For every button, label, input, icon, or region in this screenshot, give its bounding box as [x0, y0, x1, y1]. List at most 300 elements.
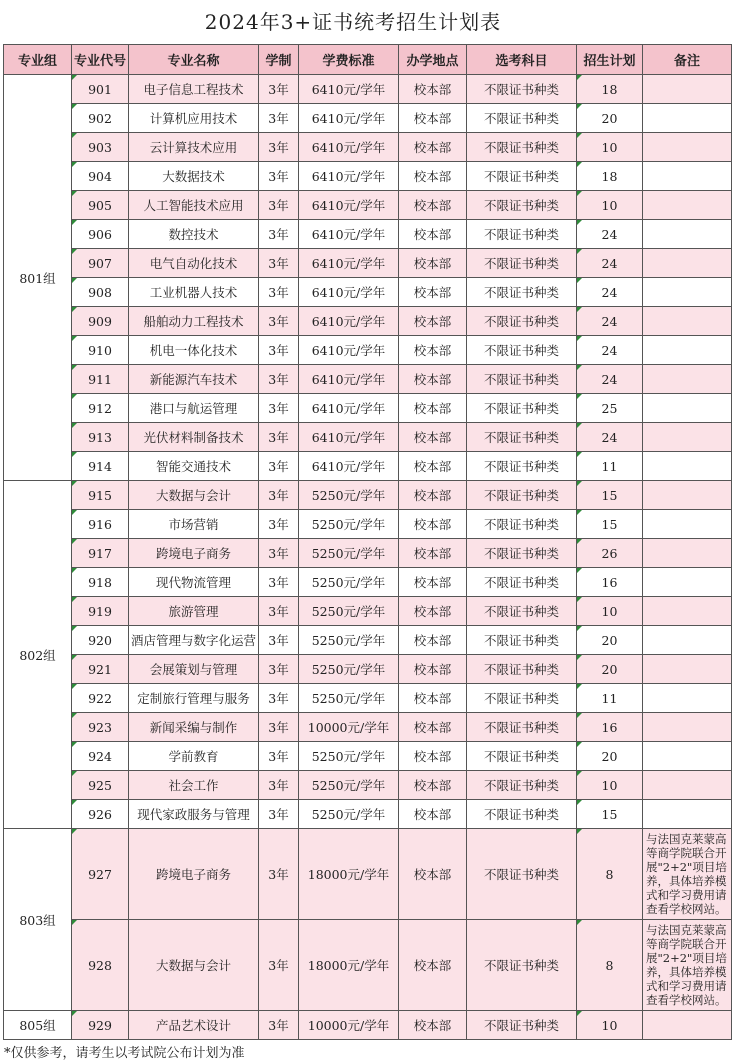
plan-cell: 11: [577, 452, 643, 481]
cell-comment-marker-icon: [577, 920, 582, 925]
years-cell: 3年: [259, 684, 299, 713]
cell-comment-marker-icon: [72, 742, 77, 747]
major-name-cell: 现代家政服务与管理: [129, 800, 259, 829]
location-cell: 校本部: [399, 742, 467, 771]
location-cell: 校本部: [399, 191, 467, 220]
subject-cell: 不限证书种类: [467, 452, 577, 481]
fee-cell: 6410元/学年: [299, 249, 399, 278]
subject-cell: 不限证书种类: [467, 394, 577, 423]
plan-cell: 24: [577, 336, 643, 365]
page-title: 2024年3+证书统考招生计划表: [204, 10, 502, 34]
major-code-cell: 908: [72, 278, 129, 307]
table-row: [4, 75, 732, 104]
subject-cell: 不限证书种类: [467, 307, 577, 336]
cell-comment-marker-icon: [72, 394, 77, 399]
plan-cell: 15: [577, 481, 643, 510]
location-cell: 校本部: [399, 684, 467, 713]
cell-comment-marker-icon: [577, 249, 582, 254]
cell-comment-marker-icon: [577, 742, 582, 747]
subject-cell: 不限证书种类: [467, 771, 577, 800]
major-name-cell: 数控技术: [129, 220, 259, 249]
major-name-cell: 电气自动化技术: [129, 249, 259, 278]
table-row: [4, 133, 732, 162]
major-name-cell: 学前教育: [129, 742, 259, 771]
cell-comment-marker-icon: [577, 1011, 582, 1016]
years-cell: 3年: [259, 539, 299, 568]
subject-cell: 不限证书种类: [467, 539, 577, 568]
fee-cell: 6410元/学年: [299, 307, 399, 336]
cell-comment-marker-icon: [577, 394, 582, 399]
col-header-location: 办学地点: [399, 45, 467, 75]
note-cell: [643, 394, 732, 423]
table-row: [4, 742, 732, 771]
table-row: [4, 452, 732, 481]
location-cell: 校本部: [399, 713, 467, 742]
fee-cell: 10000元/学年: [299, 1011, 399, 1040]
location-cell: 校本部: [399, 452, 467, 481]
major-name-cell: 计算机应用技术: [129, 104, 259, 133]
location-cell: 校本部: [399, 75, 467, 104]
note-cell: [643, 655, 732, 684]
note-cell: [643, 278, 732, 307]
major-code-cell: 910: [72, 336, 129, 365]
subject-cell: 不限证书种类: [467, 336, 577, 365]
fee-cell: 5250元/学年: [299, 800, 399, 829]
plan-cell: 10: [577, 597, 643, 626]
cell-comment-marker-icon: [577, 423, 582, 428]
subject-cell: 不限证书种类: [467, 104, 577, 133]
years-cell: 3年: [259, 655, 299, 684]
fee-cell: 6410元/学年: [299, 220, 399, 249]
note-cell: 与法国克莱蒙高等商学院联合开展"2+2"项目培养，具体培养模式和学习费用请查看学校网站。: [643, 829, 732, 920]
table-row: [4, 278, 732, 307]
years-cell: 3年: [259, 510, 299, 539]
major-code-cell: 911: [72, 365, 129, 394]
subject-cell: 不限证书种类: [467, 920, 577, 1011]
years-cell: 3年: [259, 713, 299, 742]
plan-cell: 25: [577, 394, 643, 423]
table-row: [4, 104, 732, 133]
plan-cell: 24: [577, 365, 643, 394]
subject-cell: 不限证书种类: [467, 278, 577, 307]
major-code-cell: 920: [72, 626, 129, 655]
plan-cell: 26: [577, 539, 643, 568]
fee-cell: 5250元/学年: [299, 597, 399, 626]
enrollment-plan-table: [3, 44, 732, 1040]
major-code-cell: 913: [72, 423, 129, 452]
years-cell: 3年: [259, 191, 299, 220]
major-code-cell: 901: [72, 75, 129, 104]
subject-cell: 不限证书种类: [467, 568, 577, 597]
table-row: [4, 423, 732, 452]
col-header-plan: 招生计划: [577, 45, 643, 75]
location-cell: 校本部: [399, 365, 467, 394]
years-cell: 3年: [259, 742, 299, 771]
years-cell: 3年: [259, 452, 299, 481]
note-cell: [643, 423, 732, 452]
major-code-cell: 923: [72, 713, 129, 742]
subject-cell: 不限证书种类: [467, 220, 577, 249]
note-cell: [643, 800, 732, 829]
location-cell: 校本部: [399, 423, 467, 452]
major-name-cell: 定制旅行管理与服务: [129, 684, 259, 713]
location-cell: 校本部: [399, 510, 467, 539]
fee-cell: 5250元/学年: [299, 510, 399, 539]
major-name-cell: 智能交通技术: [129, 452, 259, 481]
fee-cell: 6410元/学年: [299, 133, 399, 162]
major-code-cell: 917: [72, 539, 129, 568]
location-cell: 校本部: [399, 829, 467, 920]
note-cell: [643, 336, 732, 365]
cell-comment-marker-icon: [577, 162, 582, 167]
plan-cell: 18: [577, 162, 643, 191]
cell-comment-marker-icon: [577, 800, 582, 805]
note-cell: [643, 481, 732, 510]
cell-comment-marker-icon: [577, 365, 582, 370]
major-code-cell: 902: [72, 104, 129, 133]
cell-comment-marker-icon: [72, 423, 77, 428]
table-row: [4, 481, 732, 510]
fee-cell: 6410元/学年: [299, 365, 399, 394]
note-cell: [643, 249, 732, 278]
major-code-cell: 927: [72, 829, 129, 920]
cell-comment-marker-icon: [577, 104, 582, 109]
years-cell: 3年: [259, 307, 299, 336]
location-cell: 校本部: [399, 162, 467, 191]
cell-comment-marker-icon: [577, 133, 582, 138]
location-cell: 校本部: [399, 800, 467, 829]
cell-comment-marker-icon: [72, 713, 77, 718]
years-cell: 3年: [259, 423, 299, 452]
major-name-cell: 新闻采编与制作: [129, 713, 259, 742]
table-row: [4, 771, 732, 800]
fee-cell: 5250元/学年: [299, 684, 399, 713]
years-cell: 3年: [259, 800, 299, 829]
major-code-cell: 922: [72, 684, 129, 713]
location-cell: 校本部: [399, 655, 467, 684]
years-cell: 3年: [259, 481, 299, 510]
years-cell: 3年: [259, 829, 299, 920]
plan-cell: 15: [577, 800, 643, 829]
location-cell: 校本部: [399, 771, 467, 800]
plan-cell: 20: [577, 742, 643, 771]
cell-comment-marker-icon: [72, 568, 77, 573]
fee-cell: 6410元/学年: [299, 394, 399, 423]
years-cell: 3年: [259, 1011, 299, 1040]
major-name-cell: 工业机器人技术: [129, 278, 259, 307]
cell-comment-marker-icon: [72, 278, 77, 283]
cell-comment-marker-icon: [72, 771, 77, 776]
cell-comment-marker-icon: [577, 626, 582, 631]
location-cell: 校本部: [399, 1011, 467, 1040]
major-code-cell: 914: [72, 452, 129, 481]
table-row: [4, 713, 732, 742]
major-code-cell: 929: [72, 1011, 129, 1040]
subject-cell: 不限证书种类: [467, 742, 577, 771]
fee-cell: 5250元/学年: [299, 568, 399, 597]
plan-cell: 8: [577, 829, 643, 920]
years-cell: 3年: [259, 220, 299, 249]
major-name-cell: 船舶动力工程技术: [129, 307, 259, 336]
plan-cell: 20: [577, 655, 643, 684]
cell-comment-marker-icon: [577, 713, 582, 718]
major-code-cell: 907: [72, 249, 129, 278]
subject-cell: 不限证书种类: [467, 800, 577, 829]
group-cell: 803组: [4, 829, 72, 1011]
col-header-major: 专业名称: [129, 45, 259, 75]
table-header-row: [4, 45, 732, 75]
major-name-cell: 光伏材料制备技术: [129, 423, 259, 452]
table-row: [4, 800, 732, 829]
table-row: [4, 829, 732, 920]
major-code-cell: 925: [72, 771, 129, 800]
years-cell: 3年: [259, 75, 299, 104]
location-cell: 校本部: [399, 307, 467, 336]
note-cell: [643, 713, 732, 742]
subject-cell: 不限证书种类: [467, 597, 577, 626]
location-cell: 校本部: [399, 597, 467, 626]
major-name-cell: 港口与航运管理: [129, 394, 259, 423]
cell-comment-marker-icon: [72, 920, 77, 925]
cell-comment-marker-icon: [72, 133, 77, 138]
cell-comment-marker-icon: [72, 800, 77, 805]
major-code-cell: 928: [72, 920, 129, 1011]
col-header-group: 专业组: [4, 45, 72, 75]
col-header-subject: 选考科目: [467, 45, 577, 75]
major-name-cell: 机电一体化技术: [129, 336, 259, 365]
plan-cell: 11: [577, 684, 643, 713]
major-name-cell: 会展策划与管理: [129, 655, 259, 684]
major-name-cell: 电子信息工程技术: [129, 75, 259, 104]
fee-cell: 6410元/学年: [299, 191, 399, 220]
major-name-cell: 产品艺术设计: [129, 1011, 259, 1040]
location-cell: 校本部: [399, 133, 467, 162]
group-cell: 802组: [4, 481, 72, 829]
subject-cell: 不限证书种类: [467, 191, 577, 220]
years-cell: 3年: [259, 104, 299, 133]
major-name-cell: 跨境电子商务: [129, 829, 259, 920]
years-cell: 3年: [259, 920, 299, 1011]
plan-cell: 20: [577, 104, 643, 133]
plan-cell: 10: [577, 191, 643, 220]
fee-cell: 18000元/学年: [299, 829, 399, 920]
cell-comment-marker-icon: [577, 481, 582, 486]
major-code-cell: 924: [72, 742, 129, 771]
plan-cell: 10: [577, 771, 643, 800]
cell-comment-marker-icon: [72, 684, 77, 689]
years-cell: 3年: [259, 278, 299, 307]
cell-comment-marker-icon: [577, 655, 582, 660]
fee-cell: 6410元/学年: [299, 423, 399, 452]
cell-comment-marker-icon: [577, 336, 582, 341]
location-cell: 校本部: [399, 249, 467, 278]
subject-cell: 不限证书种类: [467, 133, 577, 162]
cell-comment-marker-icon: [577, 75, 582, 80]
fee-cell: 18000元/学年: [299, 920, 399, 1011]
major-name-cell: 跨境电子商务: [129, 539, 259, 568]
note-cell: [643, 1011, 732, 1040]
plan-cell: 16: [577, 568, 643, 597]
major-name-cell: 大数据与会计: [129, 920, 259, 1011]
location-cell: 校本部: [399, 104, 467, 133]
col-header-fee: 学费标准: [299, 45, 399, 75]
cell-comment-marker-icon: [72, 539, 77, 544]
note-cell: [643, 191, 732, 220]
subject-cell: 不限证书种类: [467, 626, 577, 655]
years-cell: 3年: [259, 626, 299, 655]
fee-cell: 6410元/学年: [299, 162, 399, 191]
subject-cell: 不限证书种类: [467, 829, 577, 920]
major-code-cell: 919: [72, 597, 129, 626]
note-cell: [643, 220, 732, 249]
subject-cell: 不限证书种类: [467, 75, 577, 104]
major-code-cell: 912: [72, 394, 129, 423]
cell-comment-marker-icon: [72, 655, 77, 660]
subject-cell: 不限证书种类: [467, 481, 577, 510]
major-code-cell: 915: [72, 481, 129, 510]
table-row: [4, 597, 732, 626]
cell-comment-marker-icon: [577, 307, 582, 312]
table-row: [4, 684, 732, 713]
cell-comment-marker-icon: [577, 771, 582, 776]
major-code-cell: 921: [72, 655, 129, 684]
plan-cell: 16: [577, 713, 643, 742]
cell-comment-marker-icon: [577, 220, 582, 225]
location-cell: 校本部: [399, 220, 467, 249]
table-row: [4, 394, 732, 423]
note-cell: [643, 539, 732, 568]
note-cell: [643, 365, 732, 394]
plan-cell: 15: [577, 510, 643, 539]
table-row: [4, 162, 732, 191]
table-row: [4, 568, 732, 597]
cell-comment-marker-icon: [72, 249, 77, 254]
cell-comment-marker-icon: [577, 829, 582, 834]
fee-cell: 5250元/学年: [299, 481, 399, 510]
location-cell: 校本部: [399, 539, 467, 568]
fee-cell: 6410元/学年: [299, 336, 399, 365]
fee-cell: 5250元/学年: [299, 771, 399, 800]
major-name-cell: 人工智能技术应用: [129, 191, 259, 220]
plan-cell: 8: [577, 920, 643, 1011]
major-code-cell: 905: [72, 191, 129, 220]
cell-comment-marker-icon: [577, 539, 582, 544]
plan-cell: 10: [577, 133, 643, 162]
group-cell: 805组: [4, 1011, 72, 1040]
table-row: [4, 191, 732, 220]
table-row: [4, 307, 732, 336]
location-cell: 校本部: [399, 336, 467, 365]
years-cell: 3年: [259, 133, 299, 162]
note-cell: [643, 568, 732, 597]
cell-comment-marker-icon: [72, 162, 77, 167]
plan-cell: 24: [577, 307, 643, 336]
cell-comment-marker-icon: [72, 481, 77, 486]
plan-cell: 24: [577, 220, 643, 249]
fee-cell: 5250元/学年: [299, 626, 399, 655]
table-row: [4, 336, 732, 365]
table-row: [4, 539, 732, 568]
years-cell: 3年: [259, 771, 299, 800]
table-body: [4, 75, 732, 1040]
plan-cell: 24: [577, 423, 643, 452]
cell-comment-marker-icon: [577, 278, 582, 283]
major-name-cell: 云计算技术应用: [129, 133, 259, 162]
note-cell: [643, 597, 732, 626]
years-cell: 3年: [259, 365, 299, 394]
major-code-cell: 926: [72, 800, 129, 829]
cell-comment-marker-icon: [577, 568, 582, 573]
note-cell: [643, 162, 732, 191]
major-code-cell: 906: [72, 220, 129, 249]
cell-comment-marker-icon: [72, 597, 77, 602]
subject-cell: 不限证书种类: [467, 655, 577, 684]
note-cell: [643, 510, 732, 539]
subject-cell: 不限证书种类: [467, 249, 577, 278]
note-cell: [643, 684, 732, 713]
cell-comment-marker-icon: [72, 452, 77, 457]
cell-comment-marker-icon: [72, 365, 77, 370]
years-cell: 3年: [259, 249, 299, 278]
cell-comment-marker-icon: [72, 307, 77, 312]
footer-note: *仅供参考，请考生以考试院公布计划为准: [4, 1046, 245, 1061]
cell-comment-marker-icon: [72, 829, 77, 834]
cell-comment-marker-icon: [72, 1011, 77, 1016]
note-cell: [643, 626, 732, 655]
note-cell: [643, 104, 732, 133]
subject-cell: 不限证书种类: [467, 365, 577, 394]
cell-comment-marker-icon: [577, 684, 582, 689]
fee-cell: 6410元/学年: [299, 278, 399, 307]
note-cell: [643, 771, 732, 800]
note-cell: [643, 742, 732, 771]
location-cell: 校本部: [399, 626, 467, 655]
cell-comment-marker-icon: [72, 191, 77, 196]
subject-cell: 不限证书种类: [467, 162, 577, 191]
major-code-cell: 918: [72, 568, 129, 597]
plan-cell: 10: [577, 1011, 643, 1040]
major-name-cell: 酒店管理与数字化运营: [129, 626, 259, 655]
fee-cell: 5250元/学年: [299, 539, 399, 568]
major-name-cell: 市场营销: [129, 510, 259, 539]
cell-comment-marker-icon: [72, 510, 77, 515]
major-name-cell: 大数据与会计: [129, 481, 259, 510]
major-name-cell: 新能源汽车技术: [129, 365, 259, 394]
location-cell: 校本部: [399, 278, 467, 307]
cell-comment-marker-icon: [577, 191, 582, 196]
major-name-cell: 大数据技术: [129, 162, 259, 191]
cell-comment-marker-icon: [72, 626, 77, 631]
note-cell: [643, 307, 732, 336]
fee-cell: 6410元/学年: [299, 104, 399, 133]
fee-cell: 6410元/学年: [299, 452, 399, 481]
cell-comment-marker-icon: [72, 104, 77, 109]
subject-cell: 不限证书种类: [467, 423, 577, 452]
subject-cell: 不限证书种类: [467, 510, 577, 539]
note-cell: 与法国克莱蒙高等商学院联合开展"2+2"项目培养，具体培养模式和学习费用请查看学校网站。: [643, 920, 732, 1011]
fee-cell: 6410元/学年: [299, 75, 399, 104]
location-cell: 校本部: [399, 481, 467, 510]
years-cell: 3年: [259, 597, 299, 626]
major-code-cell: 909: [72, 307, 129, 336]
fee-cell: 10000元/学年: [299, 713, 399, 742]
plan-cell: 18: [577, 75, 643, 104]
table-row: [4, 920, 732, 1011]
location-cell: 校本部: [399, 568, 467, 597]
years-cell: 3年: [259, 336, 299, 365]
cell-comment-marker-icon: [72, 336, 77, 341]
major-code-cell: 903: [72, 133, 129, 162]
